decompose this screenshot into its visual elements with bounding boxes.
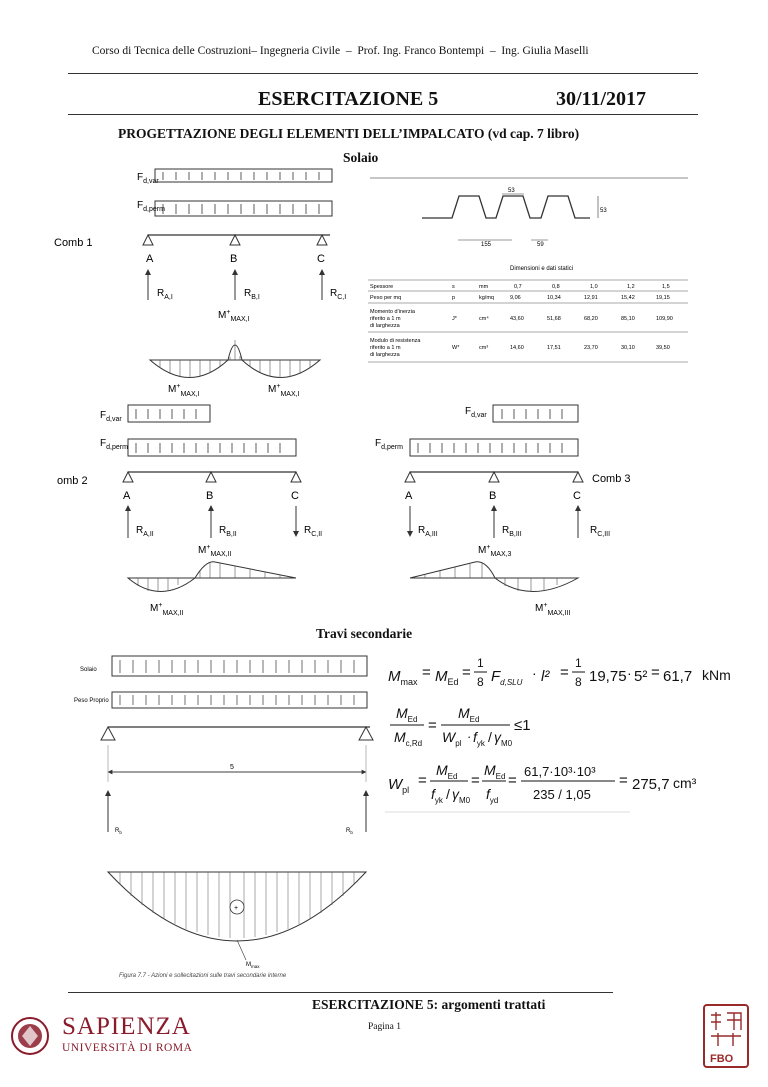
table-title: Dimensioni e dati statici — [510, 266, 574, 272]
svg-text:RB,III: $R_{B,III}$ — [502, 525, 522, 538]
svg-text:C: C — [573, 490, 581, 502]
table-row-2 — [370, 309, 673, 329]
svg-text:·: · — [467, 729, 472, 744]
svg-text:fyk: $f_{yk}$ — [431, 786, 443, 805]
svg-text:=: = — [651, 664, 660, 681]
svg-text:mm: mm — [479, 284, 489, 290]
svg-text:/: / — [488, 729, 492, 745]
svg-text:di larghezza: di larghezza — [370, 352, 400, 358]
sapienza-name: SAPIENZA — [62, 1013, 191, 1040]
svg-text:fyd: $f_{yd}$ — [486, 786, 499, 805]
svg-text:Mmax: $M_{max}$ — [246, 962, 260, 969]
svg-text:14,60: 14,60 — [510, 345, 524, 351]
date: 30/11/2017 — [556, 88, 647, 110]
svg-text:61,7·10³·10³: 61,7·10³·10³ — [524, 764, 596, 779]
svg-text:W*: W* — [452, 345, 460, 351]
table-row-1 — [370, 295, 670, 301]
supports — [143, 235, 327, 245]
svg-text:Rb: $R_b$ — [115, 828, 122, 835]
svg-text:di larghezza: di larghezza — [370, 323, 400, 329]
svg-text:23,70: 23,70 — [584, 345, 598, 351]
comb3-label: Comb 3 — [592, 473, 631, 485]
plus-sign: + — [234, 905, 239, 912]
svg-text:68,20: 68,20 — [584, 316, 598, 322]
dim-height: 53 — [600, 208, 607, 214]
svg-text:275,7: 275,7 — [632, 776, 670, 793]
svg-text:Spessore: Spessore — [370, 284, 394, 290]
svg-text:RB,II: $R_{B,II}$ — [219, 525, 237, 538]
svg-text:Fd,SLU: $F_{d,SLU}$ — [491, 668, 523, 687]
dim-top: 53 — [508, 188, 515, 194]
table-header — [370, 284, 670, 290]
support-a: A — [146, 253, 154, 265]
figure-caption: Figura 7.7 - Azioni e sollecitazioni sulle travi secondarie interne — [119, 973, 287, 979]
svg-text:γM0: $\gamma_{M0}$ — [494, 729, 513, 748]
svg-text:riferito a 1 m: riferito a 1 m — [370, 345, 401, 351]
load-solaio-label: Solaio — [80, 667, 97, 673]
svg-text:17,51: 17,51 — [547, 345, 561, 351]
svg-text:=: = — [508, 772, 517, 789]
page-title: ESERCITAZIONE 5 — [258, 88, 439, 110]
svg-text:M+MAX,III: $M^+_{MAX,III}$ — [535, 602, 571, 617]
svg-text:1,0: 1,0 — [590, 284, 598, 290]
section-travi: Travi secondarie — [316, 626, 413, 641]
seal-stamp — [704, 1005, 748, 1067]
comb1-diagram — [54, 169, 346, 398]
m-max-pos-label-1: $M^+_{MAX,I}$ — [168, 383, 200, 398]
svg-text:·: · — [532, 665, 537, 681]
svg-text:39,50: 39,50 — [656, 345, 670, 351]
course-name: Corso di Tecnica delle Costruzioni– Ingegneria Civile — [92, 45, 341, 57]
svg-text:=: = — [428, 717, 437, 734]
m-max-pos-label-2: $M^+_{MAX,I}$ — [268, 383, 300, 398]
subtitle: PROGETTAZIONE DEGLI ELEMENTI DELL’IMPALCATO (vd cap. 7 libro) — [118, 126, 580, 141]
svg-text:J*: J* — [452, 316, 457, 322]
svg-text:=: = — [619, 772, 628, 789]
reaction-a: $R_{A,I}$ — [157, 288, 173, 301]
deck-section — [368, 178, 688, 362]
svg-text:C: C — [291, 490, 299, 502]
svg-text:Peso per mq: Peso per mq — [370, 295, 402, 301]
footer-rule — [68, 992, 613, 993]
load-perm-box — [155, 201, 332, 216]
svg-text:0,7: 0,7 — [514, 284, 522, 290]
svg-text:cm³: cm³ — [479, 345, 489, 351]
svg-text:9,06: 9,06 — [510, 295, 521, 301]
svg-text:Wpl: $W_{pl}$ — [442, 729, 462, 748]
deck-profile — [422, 196, 590, 218]
load-var-box-2 — [128, 405, 210, 422]
svg-text:cm⁴: cm⁴ — [479, 316, 489, 322]
svg-text:s: s — [452, 284, 455, 290]
svg-text:12,91: 12,91 — [584, 295, 598, 301]
svg-text:30,10: 30,10 — [621, 345, 635, 351]
svg-text:=: = — [471, 772, 480, 789]
svg-text:A: A — [123, 490, 131, 502]
support-b: B — [230, 253, 238, 265]
svg-text:=: = — [422, 664, 431, 681]
reaction-arrows — [148, 272, 322, 300]
svg-text:RA,III: $R_{A,III}$ — [418, 525, 438, 538]
svg-text:p: p — [452, 295, 456, 301]
dim-pitch: 155 — [481, 242, 492, 248]
svg-text:/: / — [446, 786, 450, 802]
svg-text:1: 1 — [575, 656, 582, 670]
svg-text:FBO: FBO — [710, 1053, 734, 1065]
svg-text:8: 8 — [477, 675, 484, 689]
svg-text:10,34: 10,34 — [547, 295, 561, 301]
svg-text:MEd: $M_{Ed}$ — [435, 668, 459, 687]
svg-text:85,10: 85,10 — [621, 316, 635, 322]
formulas — [385, 656, 731, 812]
assistant: Ing. Giulia Maselli — [501, 45, 589, 57]
svg-text:Fd,var: $F_{d,var}$ — [465, 406, 487, 419]
section-solaio: Solaio — [343, 150, 379, 165]
svg-text:fyk: $f_{yk}$ — [473, 729, 485, 748]
comb1-label: Comb 1 — [54, 237, 93, 249]
svg-text:A: A — [405, 490, 413, 502]
svg-text:=: = — [462, 664, 471, 681]
svg-text:Mc,Rd: $M_{c,Rd}$ — [394, 729, 423, 748]
svg-text:Momento d’inerzia: Momento d’inerzia — [370, 309, 415, 315]
svg-text:1: 1 — [477, 656, 484, 670]
svg-text:1,5: 1,5 — [662, 284, 670, 290]
svg-text:B: B — [489, 490, 497, 502]
svg-text:8: 8 — [575, 675, 582, 689]
load-var-box — [155, 169, 332, 182]
svg-text:·: · — [627, 665, 632, 681]
svg-text:Mmax: $M_{max}$ — [388, 668, 418, 687]
svg-text:Modulo di resistenza: Modulo di resistenza — [370, 338, 421, 344]
reaction-c: $R_{C,I}$ — [330, 288, 347, 301]
reaction-b: $R_{B,I}$ — [244, 288, 260, 301]
load-perm-arrows — [163, 204, 319, 214]
load-perm-box-2 — [128, 439, 296, 456]
svg-text:MEd: $M_{Ed}$ — [396, 705, 418, 724]
svg-text:19,75: 19,75 — [589, 668, 627, 685]
page-number: Pagina 1 — [368, 1022, 401, 1032]
fvar-label-2: $F_{d,var}$ — [100, 410, 122, 423]
footer-title: ESERCITAZIONE 5: argomenti trattati — [312, 997, 546, 1012]
svg-text:61,7: 61,7 — [663, 668, 693, 685]
svg-text:5²: 5² — [634, 668, 648, 685]
svg-text:M+MAX,II: $M^+_{MAX,II}$ — [150, 602, 184, 617]
svg-text:cm³: cm³ — [673, 775, 697, 791]
fvar-label: $F_{d,var}$ — [137, 172, 159, 185]
svg-text:riferito a 1 m: riferito a 1 m — [370, 316, 401, 322]
sapienza-logo — [12, 1018, 48, 1054]
svg-text:15,42: 15,42 — [621, 295, 635, 301]
load-peso-label: Peso Proprio — [74, 698, 109, 704]
svg-text:51,68: 51,68 — [547, 316, 561, 322]
svg-text:≤1: ≤1 — [514, 717, 531, 734]
svg-text:MEd: $M_{Ed}$ — [458, 705, 480, 724]
m-max-neg-label: $M^+_{MAX,I}$ — [218, 309, 250, 323]
svg-text:0,8: 0,8 — [552, 284, 560, 290]
svg-text:43,60: 43,60 — [510, 316, 524, 322]
fperm-label: $F_{d,perm}$ — [137, 200, 165, 213]
load-var-arrows — [163, 172, 319, 180]
professor: Prof. Ing. Franco Bontempi — [357, 45, 485, 57]
svg-text:Rb: $R_b$ — [346, 828, 353, 835]
svg-text:19,15: 19,15 — [656, 295, 670, 301]
svg-text:RA,II: $R_{A,II}$ — [136, 525, 154, 538]
svg-text:RC,II: $R_{C,II}$ — [304, 525, 323, 538]
svg-text:Wpl: $W_{pl}$ — [388, 776, 410, 795]
svg-text:109,90: 109,90 — [656, 316, 673, 322]
table-lines — [368, 280, 688, 362]
svg-text:B: B — [206, 490, 214, 502]
svg-text:MEd: $M_{Ed}$ — [436, 762, 458, 781]
svg-text:RC,III: $R_{C,III}$ — [590, 525, 611, 538]
table-row-3 — [370, 338, 670, 358]
svg-text:=: = — [560, 664, 569, 681]
support-c: C — [317, 253, 325, 265]
svg-text:1,2: 1,2 — [627, 284, 635, 290]
fperm-label-2: $F_{d,perm}$ — [100, 438, 128, 451]
svg-text:l²: l² — [541, 668, 550, 685]
comb2-label: omb 2 — [57, 475, 88, 487]
svg-text:MEd: $M_{Ed}$ — [484, 762, 506, 781]
comb3-diagram — [375, 405, 631, 617]
svg-text:kNm: kNm — [702, 667, 731, 683]
svg-text:Fd,perm: $F_{d,perm}$ — [375, 438, 403, 451]
svg-text:235 / 1,05: 235 / 1,05 — [533, 787, 591, 802]
svg-text:kg/mq: kg/mq — [479, 295, 494, 301]
svg-text:=: = — [418, 772, 427, 789]
secondary-beam-diagram — [74, 656, 373, 979]
dim-bottom: 59 — [537, 242, 544, 248]
svg-text:M+MAX,II: $M^+_{MAX,II}$ — [198, 544, 232, 558]
comb2-diagram — [57, 405, 322, 617]
separator: – — [345, 45, 352, 57]
sapienza-subtitle: UNIVERSITÀ DI ROMA — [62, 1042, 193, 1054]
span-label: 5 — [230, 764, 234, 771]
svg-text:γM0: $\gamma_{M0}$ — [452, 786, 471, 805]
svg-text:M+MAX,3: $M^+_{MAX,3}$ — [478, 544, 512, 558]
separator: – — [489, 45, 496, 57]
